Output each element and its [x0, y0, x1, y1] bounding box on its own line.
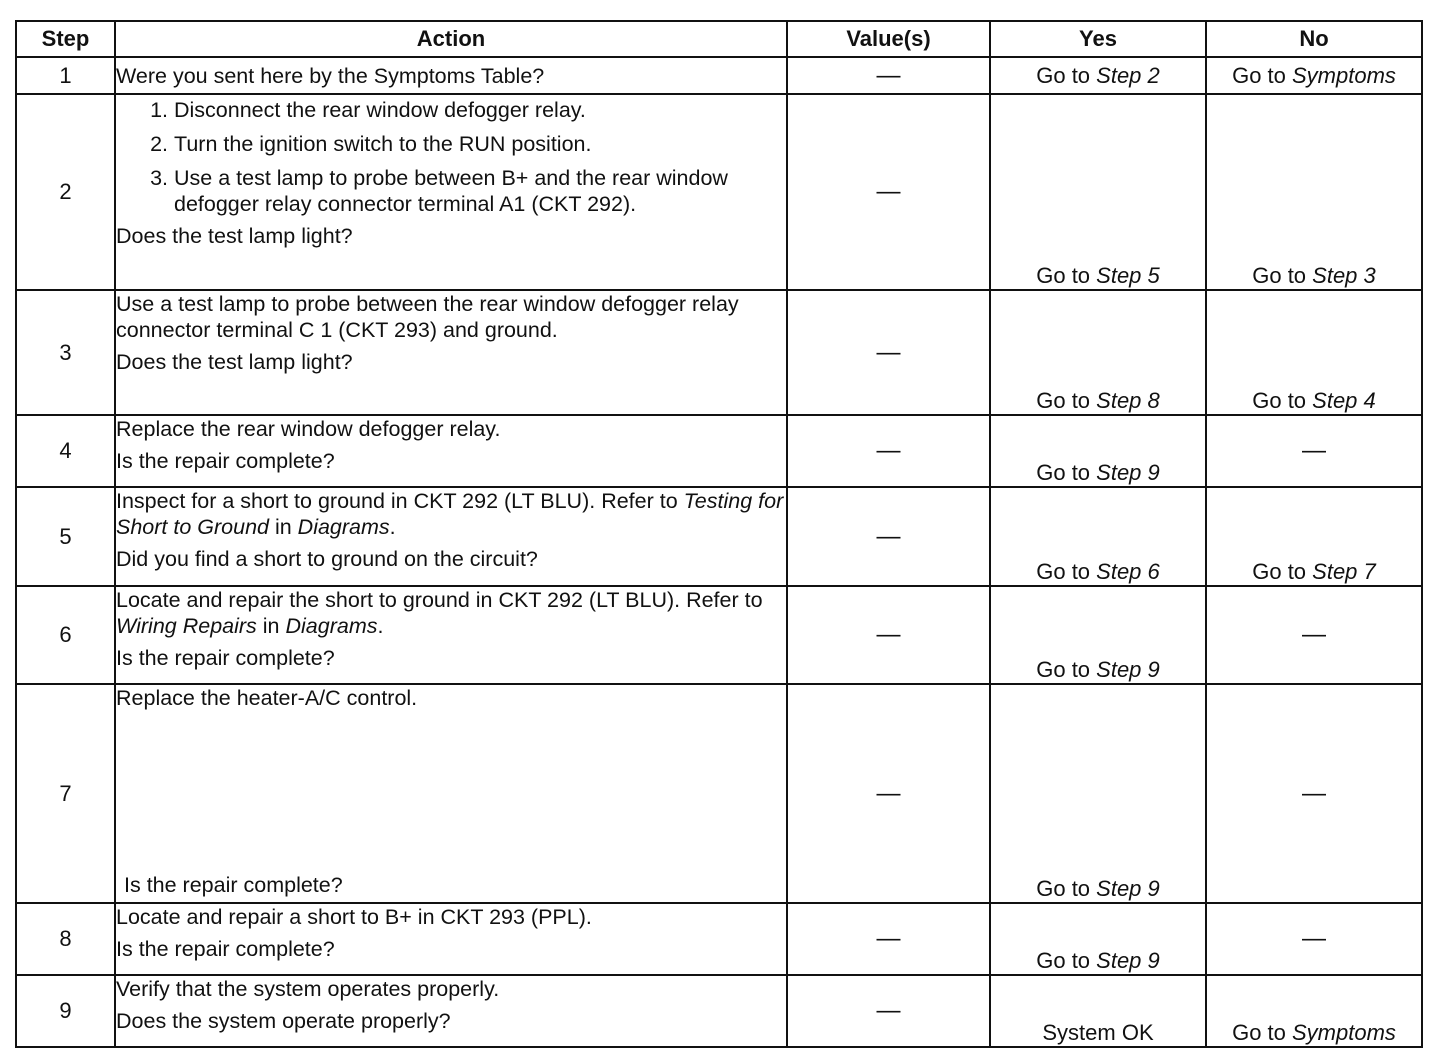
header-no: No — [1206, 21, 1422, 57]
action-text: Locate and repair the short to ground in CKT 292 (LT BLU). Refer to Wiring Repairs in Diagrams. — [116, 588, 763, 638]
action-text: Use a test lamp to probe between the rear window defogger relay connector terminal C 1 (CKT 293) and ground. — [116, 292, 739, 342]
yes-cell: Go to Step 8 — [990, 290, 1206, 415]
reference-link[interactable]: Testing for Short to Ground — [116, 489, 784, 539]
yes-link[interactable]: Step 8 — [1096, 388, 1160, 413]
yes-link[interactable]: Step 2 — [1096, 62, 1160, 88]
value-cell: — — [787, 57, 990, 94]
action-cell — [115, 290, 787, 415]
reference-link[interactable]: Wiring Repairs — [116, 614, 257, 638]
action-cell — [115, 415, 787, 487]
list-item: 1. Disconnect the rear window defogger relay. — [174, 97, 786, 123]
reference-link[interactable]: Diagrams — [285, 614, 378, 638]
table-row — [16, 684, 1422, 903]
yes-link[interactable]: Step 9 — [1096, 657, 1160, 682]
header-row — [16, 21, 1422, 57]
header-step: Step — [16, 21, 115, 57]
no-cell: — — [1206, 415, 1422, 487]
yes-link[interactable]: Step 6 — [1096, 559, 1160, 584]
yes-link[interactable]: Step 9 — [1096, 460, 1160, 485]
no-cell: Go to Symptoms — [1206, 57, 1422, 94]
action-text: Verify that the system operates properly. — [116, 977, 500, 1001]
value-cell: — — [787, 975, 990, 1047]
action-text: Replace the heater-A/C control. — [116, 686, 418, 710]
value-cell: — — [787, 94, 990, 290]
no-cell: — — [1206, 586, 1422, 684]
no-link[interactable]: Step 7 — [1312, 559, 1376, 584]
action-cell — [115, 586, 787, 684]
action-cell — [115, 903, 787, 975]
list-item: 2. Turn the ignition switch to the RUN position. — [174, 131, 786, 157]
diagnostic-table — [15, 20, 1423, 1048]
action-question: Does the test lamp light? — [116, 350, 353, 374]
header-yes: Yes — [990, 21, 1206, 57]
action-question: Is the repair complete? — [116, 449, 335, 473]
no-cell: Go to Symptoms — [1206, 975, 1422, 1047]
list-item: 3. Use a test lamp to probe between B+ and the rear window defogger relay connector terminal A1 (CKT 292). — [174, 165, 786, 217]
no-link[interactable]: Symptoms — [1292, 62, 1396, 88]
value-cell: — — [787, 586, 990, 684]
yes-cell: Go to Step 9 — [990, 415, 1206, 487]
action-cell — [115, 975, 787, 1047]
table-row — [16, 290, 1422, 415]
table-row — [16, 94, 1422, 290]
action-text: Locate and repair a short to B+ in CKT 293 (PPL). — [116, 905, 592, 929]
header-values: Value(s) — [787, 21, 990, 57]
table-row — [16, 903, 1422, 975]
step-number: 1 — [16, 57, 115, 94]
reference-link[interactable]: Diagrams — [297, 515, 390, 539]
action-question: Is the repair complete? — [116, 646, 335, 670]
yes-cell: Go to Step 9 — [990, 684, 1206, 903]
yes-cell: Go to Step 9 — [990, 903, 1206, 975]
action-cell — [115, 487, 787, 586]
table-row — [16, 975, 1422, 1047]
step-number: 4 — [16, 415, 115, 487]
value-cell: — — [787, 415, 990, 487]
yes-cell: Go to Step 2 — [990, 57, 1206, 94]
step-number: 9 — [16, 975, 115, 1047]
value-cell: — — [787, 903, 990, 975]
action-question: Did you find a short to ground on the circuit? — [116, 547, 538, 571]
action-text: Replace the rear window defogger relay. — [116, 417, 501, 441]
value-cell: — — [787, 684, 990, 903]
action-text: Inspect for a short to ground in CKT 292 (LT BLU). Refer to Testing for Short to Ground in Diagrams. — [116, 489, 784, 539]
action-question: Is the repair complete? — [116, 937, 335, 961]
yes-link[interactable]: Step 9 — [1096, 876, 1160, 901]
table-row — [16, 586, 1422, 684]
table-row — [16, 487, 1422, 586]
no-link[interactable]: Symptoms — [1292, 1020, 1396, 1045]
action-text: Were you sent here by the Symptoms Table? — [116, 63, 545, 88]
action-cell — [115, 94, 787, 290]
value-cell: — — [787, 290, 990, 415]
yes-link[interactable]: Step 5 — [1096, 263, 1160, 288]
step-number: 8 — [16, 903, 115, 975]
step-number: 6 — [16, 586, 115, 684]
action-cell — [115, 57, 787, 94]
no-cell: Go to Step 7 — [1206, 487, 1422, 586]
step-number: 2 — [16, 94, 115, 290]
no-cell: — — [1206, 684, 1422, 903]
yes-cell: Go to Step 6 — [990, 487, 1206, 586]
action-question: Does the system operate properly? — [116, 1009, 451, 1033]
yes-cell: Go to Step 5 — [990, 94, 1206, 290]
table-row — [16, 415, 1422, 487]
yes-link[interactable]: Step 9 — [1096, 948, 1160, 973]
step-number: 3 — [16, 290, 115, 415]
action-steps-list — [116, 97, 786, 217]
no-cell: Go to Step 3 — [1206, 94, 1422, 290]
no-cell: — — [1206, 903, 1422, 975]
no-link[interactable]: Step 4 — [1312, 388, 1376, 413]
yes-cell: System OK — [990, 975, 1206, 1047]
step-number: 7 — [16, 684, 115, 903]
no-link[interactable]: Step 3 — [1312, 263, 1376, 288]
step-number: 5 — [16, 487, 115, 586]
value-cell: — — [787, 487, 990, 586]
table-row — [16, 57, 1422, 94]
no-cell: Go to Step 4 — [1206, 290, 1422, 415]
action-question: Is the repair complete? — [124, 873, 343, 897]
action-question: Does the test lamp light? — [116, 224, 353, 248]
yes-cell: Go to Step 9 — [990, 586, 1206, 684]
header-action: Action — [115, 21, 787, 57]
action-cell — [115, 684, 787, 903]
